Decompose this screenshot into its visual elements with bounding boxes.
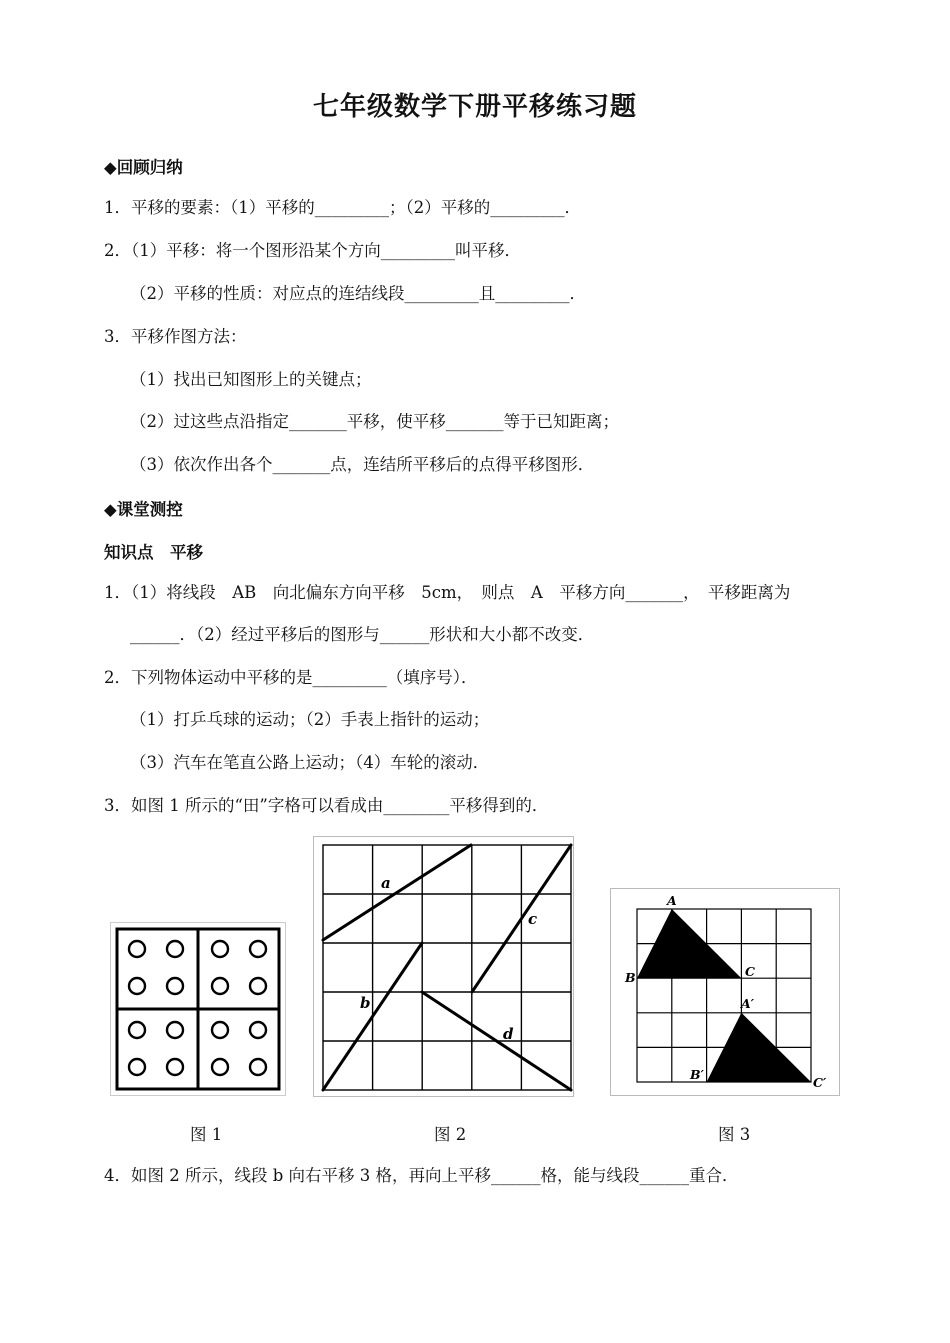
section-test-heading: ◆课堂测控 (104, 500, 183, 519)
caption-figure-3: 图 3 (718, 1125, 751, 1144)
page-title: 七年级数学下册平移练习题 (312, 92, 637, 122)
question-4: 4．如图 2 所示，线段 b 向右平移 3 格，再向上平移______格，能与线段______重合． (104, 1166, 739, 1185)
label-B: B (625, 970, 636, 985)
figure-1 (110, 922, 286, 1096)
question-3: 3．如图 1 所示的“田”字格可以看成由________平移得到的． (104, 796, 549, 815)
label-c: c (528, 910, 538, 928)
review-line-7: （3）依次作出各个_______点，连结所平移后的点得平移图形． (130, 455, 595, 474)
review-line-4: 3．平移作图方法： (104, 327, 247, 346)
section-review-heading: ◆回顾归纳 (104, 158, 183, 177)
caption-figure-1: 图 1 (190, 1125, 223, 1144)
review-line-6: （2）过这些点沿指定_______平移，使平移_______等于已知距离； (130, 412, 619, 431)
review-line-5: （1）找出已知图形上的关键点； (130, 370, 372, 389)
label-b: b (360, 994, 371, 1012)
question-1-line-2: ______．（2）经过平移后的图形与______形状和大小都不改变． (130, 625, 595, 644)
label-d: d (503, 1025, 514, 1043)
figure-3 (610, 888, 840, 1096)
figure-2 (313, 836, 574, 1097)
question-1-line-1: 1．（1）将线段 AB 向北偏东方向平移 5cm， 则点 A 平移方向_______， 平移距离为 (104, 583, 791, 602)
review-line-1: 1．平移的要素：（1）平移的_________；（2）平移的_________． (104, 198, 581, 217)
question-2-option-2: （3）汽车在笔直公路上运动；（4）车轮的滚动． (130, 753, 490, 772)
label-A: A (667, 893, 677, 908)
caption-figure-2: 图 2 (434, 1125, 467, 1144)
question-2: 2．下列物体运动中平移的是_________（填序号）． (104, 668, 478, 687)
label-C-prime: C′ (813, 1075, 827, 1090)
label-A-prime: A′ (741, 996, 754, 1011)
knowledge-point-heading: 知识点 平移 (104, 543, 203, 562)
label-C: C (745, 964, 755, 979)
label-B-prime: B′ (690, 1067, 704, 1082)
label-a: a (381, 874, 391, 892)
question-2-option-1: （1）打乒乓球的运动；（2）手表上指针的运动； (130, 710, 490, 729)
review-line-3: （2）平移的性质：对应点的连结线段_________且_________． (130, 284, 586, 303)
review-line-2: 2．（1）平移：将一个图形沿某个方向_________叫平移． (104, 241, 521, 260)
